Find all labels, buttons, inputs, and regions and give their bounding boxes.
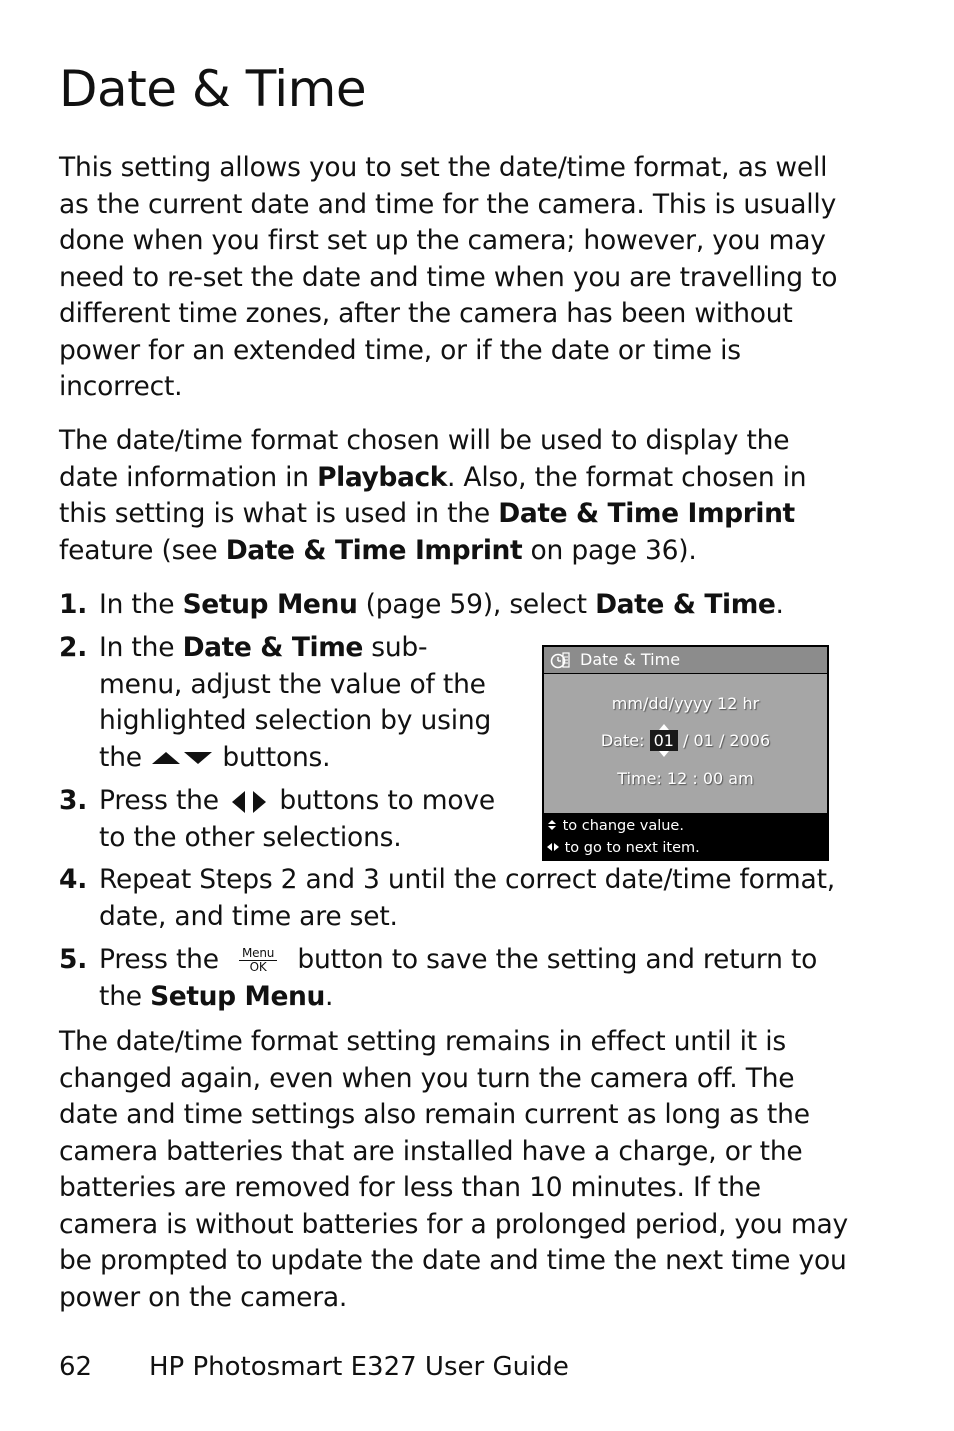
menu-ok-button-icon: Menu OK bbox=[239, 947, 277, 974]
format-option[interactable]: mm/dd/yyyy 12 hr bbox=[611, 694, 760, 713]
step-number: 2. bbox=[59, 632, 88, 663]
date-option[interactable]: Date: 01 / 01 / 2006 bbox=[544, 730, 827, 751]
setup-menu-term: Setup Menu bbox=[150, 980, 325, 1012]
closing-paragraph: The date/time format setting remains in effect until it is changed again, even when you turn the camera off. The date and time settings also remain current as long as the camera batteries that are installed have a charge, or the batteries are removed for less than 10 minutes. If the camera is without batteries for a prolonged period, you may be prompted to update the date and time the next time you power on the camera. bbox=[59, 1026, 848, 1313]
month-selection[interactable]: 01 bbox=[650, 730, 678, 751]
screen-body bbox=[544, 674, 827, 813]
page-title: Date & Time bbox=[59, 60, 367, 118]
step-number: 1. bbox=[59, 589, 88, 620]
left-right-arrows-icon bbox=[227, 789, 271, 815]
step-number: 4. bbox=[59, 864, 88, 895]
guide-title: HP Photosmart E327 User Guide bbox=[149, 1352, 569, 1382]
hint-next-item: to go to next item. bbox=[544, 837, 827, 859]
date-time-term: Date & Time bbox=[595, 589, 776, 620]
screen-header-title: Date & Time bbox=[580, 650, 681, 669]
up-down-arrows-icon bbox=[150, 749, 214, 767]
hint-change-value: to change value. bbox=[544, 815, 827, 837]
camera-screen bbox=[542, 645, 829, 861]
step-number: 3. bbox=[59, 785, 88, 816]
step-number: 5. bbox=[59, 944, 88, 975]
screen-header bbox=[544, 647, 827, 673]
playback-term: Playback bbox=[317, 461, 447, 493]
page-number: 62 bbox=[59, 1352, 93, 1382]
up-caret-icon bbox=[659, 724, 669, 730]
intro-paragraph: This setting allows you to set the date/time format, as well as the current date and time for the camera. This is usually done when you first set up the camera; however, you may need to re-set the date and time when you are travelling to different time zones, after the camera has been without power for an extended time, or if the date or time is incorrect. bbox=[59, 152, 838, 402]
left-right-hint-icon bbox=[546, 841, 560, 853]
setup-menu-icon bbox=[550, 651, 570, 669]
date-time-term: Date & Time bbox=[182, 632, 363, 663]
screen-hints bbox=[544, 815, 827, 859]
imprint-term-ref: Date & Time Imprint bbox=[225, 534, 523, 566]
time-option[interactable]: Time: 12 : 00 am bbox=[617, 769, 754, 788]
format-paragraph: The date/time format chosen will be used to display the date information in Playback. Also, the format chosen in this setting is what is used in the Date & Time Imprint feature (see Date & Time Imprint on page 36). bbox=[59, 425, 807, 566]
imprint-term: Date & Time Imprint bbox=[498, 498, 795, 529]
down-caret-icon bbox=[659, 751, 669, 757]
setup-menu-term: Setup Menu bbox=[182, 589, 358, 620]
up-down-hint-icon bbox=[546, 819, 558, 831]
page-footer bbox=[59, 1349, 569, 1385]
